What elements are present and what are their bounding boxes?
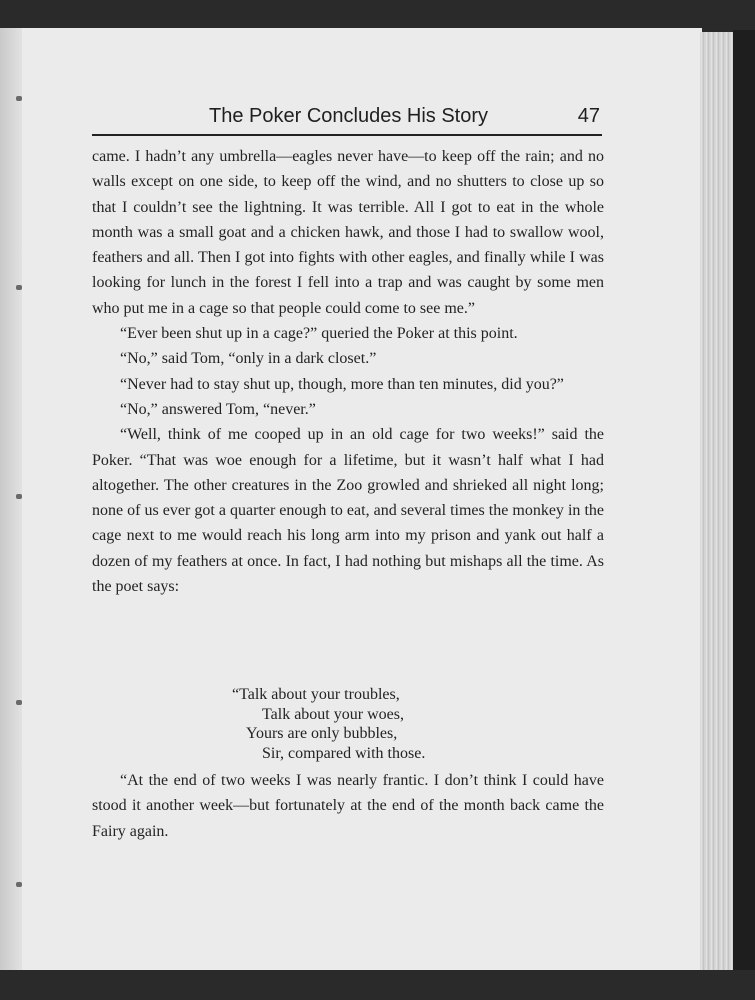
chapter-title: The Poker Concludes His Story bbox=[209, 105, 489, 127]
paragraph: “Well, think of me cooped up in an old cage for two weeks!” said the Poker. “That was woe enough for a lifetime, but it wasn’t half what I had altogether. The other creatures in the Zoo growled and shrieked all night long; none of us ever got a quarter enough to eat, and several times the monkey in the cage next to me would reach his long arm into my prison and yank out half a dozen of my feathers at once. In fact, I had nothing but mishaps all the time. As the poet says: bbox=[92, 426, 604, 596]
running-header bbox=[92, 100, 602, 136]
paragraph: “Never had to stay shut up, though, more than ten minutes, did you?” bbox=[120, 375, 564, 393]
poem-line: Sir, compared with those. bbox=[262, 744, 426, 762]
paragraph: “Ever been shut up in a cage?” queried the Poker at this point. bbox=[120, 325, 518, 343]
book-cover-right bbox=[733, 30, 755, 1000]
paragraph: “No,” said Tom, “only in a dark closet.” bbox=[120, 350, 377, 368]
book-cover-bottom bbox=[0, 970, 755, 1000]
closing-text bbox=[92, 768, 604, 844]
poem-line: “Talk about your troubles, bbox=[232, 686, 400, 703]
paragraph: came. I hadn’t any umbrella—eagles never have—to keep off the rain; and no walls except on one side, to keep off the wind, and no shutters to close up so that I couldn’t see the lightning. It was terrible. All I got to eat in the whole month was a small goat and a chicken hawk, and those I had to swallow wool, feathers and all. Then I got into fights with other eagles, and finally while I was looking for lunch in the forest I fell into a trap and was caught by some men who put me in a cage so that people could come to see me.” bbox=[92, 148, 604, 317]
page-stack-edge bbox=[700, 32, 734, 972]
poem-quote bbox=[232, 685, 425, 763]
poem-line: Talk about your woes, bbox=[262, 705, 404, 723]
paragraph: “At the end of two weeks I was nearly frantic. I don’t think I could have stood it another week—but fortunately at the end of the month back came the Fairy again. bbox=[92, 772, 604, 840]
paragraph: “No,” answered Tom, “never.” bbox=[120, 400, 316, 418]
page-number: 47 bbox=[577, 105, 600, 127]
book-cover-top bbox=[0, 0, 755, 30]
facing-page-edge bbox=[0, 28, 24, 978]
poem-line: Yours are only bubbles, bbox=[246, 725, 398, 742]
body-text bbox=[92, 144, 604, 599]
